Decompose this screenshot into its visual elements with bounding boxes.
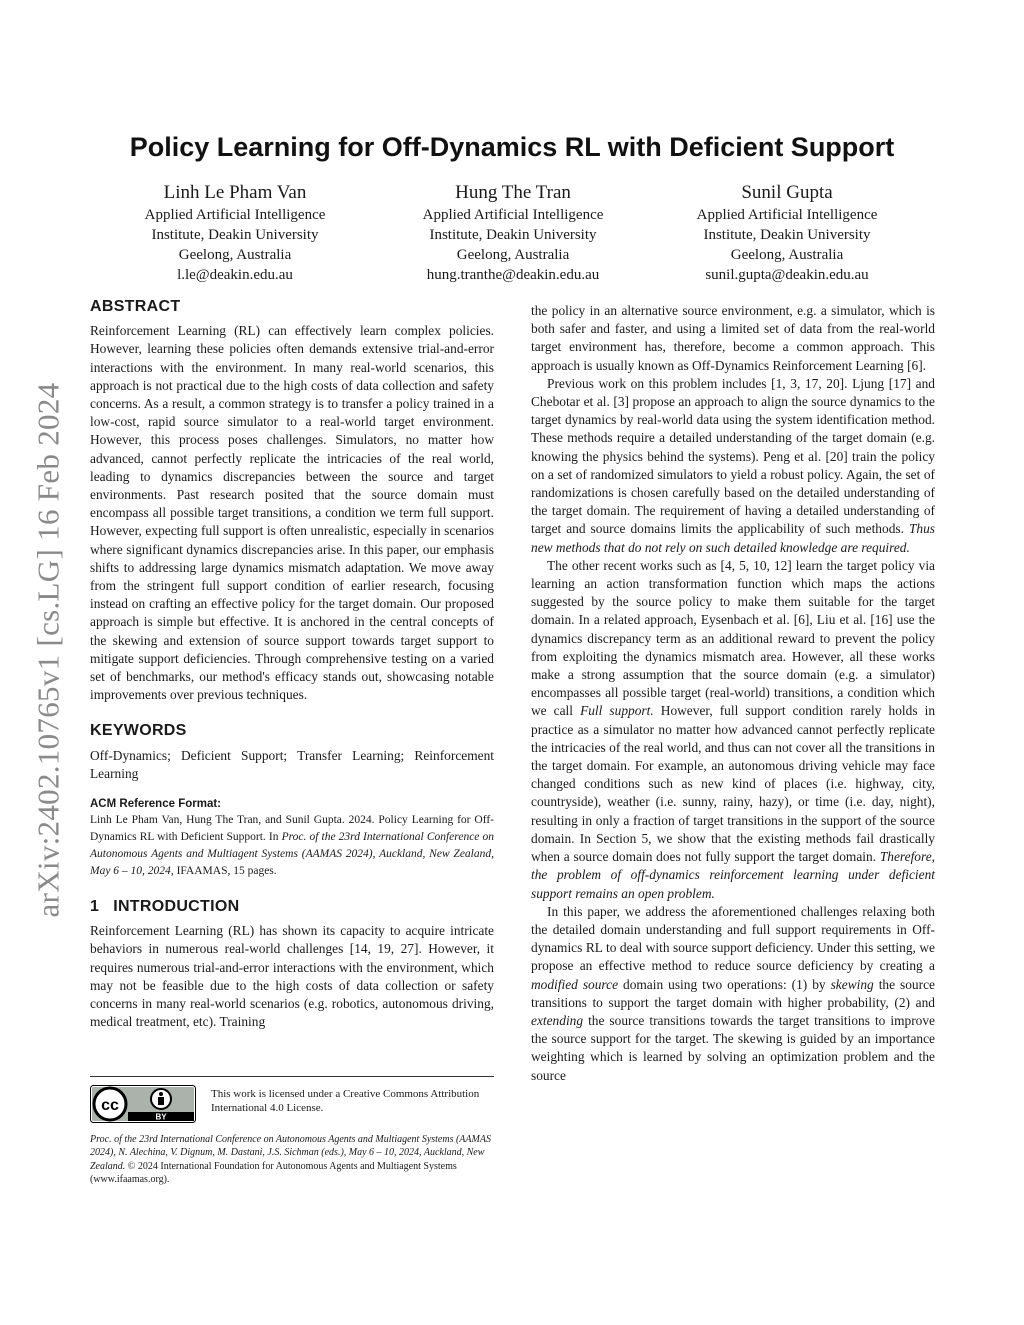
acm-ref-venue: Proc. of the 23rd International Conference on Autonomous Agents and Multiagent Systems (AAMAS 2024), Auckland, New Zealand, May 6 – 10, 2024 [90,831,494,878]
author-email: hung.tranthe@deakin.edu.au [426,267,600,283]
paragraph: the policy in an alternative source environment, e.g. a simulator, which is both safer and faster, and using a limited set of data from the real-world target environment has, therefore, become a common approach. This approach is usually known as Off-Dynamics Reinforcement Learning [6]. [531,303,935,373]
author-affiliation: Institute, Deakin University [429,227,597,243]
footnote-copyright: © 2024 International Foundation for Autonomous Agents and Multiagent Systems (www.ifaamas.org). [90,1160,457,1186]
arxiv-identifier-text: arXiv:2402.10765v1 [cs.LG] 16 Feb 2024 [30,382,66,918]
text-run: the source transitions towards the target transitions to improve the source support for the target. The skewing is guided by an importance weighting which is learned by solving an optimization problem and the source [531,1012,935,1083]
paragraph [531,375,935,557]
abstract-heading: ABSTRACT [90,298,181,315]
emphasis: Therefore, the problem of off-dynamics reinforcement learning under deficient support remains an open problem. [531,849,935,901]
author-location: Geelong, Australia [178,247,292,263]
text-run: Previous work on this problem includes [1, 3, 17, 20]. Ljung [17] and Chebotar et al. [3] propose an approach to align the source dynamics to the target dynamics by real-world data using the system identification method. These methods require a detailed understanding of the target domain (e.g. knowing the physics behind the systems). Peng et al. [20] train the policy on a set of randomized simulators to yield a robust policy. Again, the set of randomizations is chosen carefully based on the detailed understanding of the target domain. The requirement of having a detailed understanding of target and source domains limits the applicability of such methods. [531,375,935,537]
text-run: domain using two operations: (1) by [618,976,831,992]
proceedings-footnote [90,1133,494,1187]
acm-ref-plain: Linh Le Pham Van, Hung The Tran, and Sunil Gupta. 2024. Policy Learning for Off-Dynamics RL with Deficient Support. In [90,814,494,844]
author-email: l.le@deakin.edu.au [177,267,293,283]
author-affiliation: Applied Artificial Intelligence [422,207,604,223]
license-text: This work is licensed under a Creative Commons Attribution International 4.0 License. [211,1088,480,1114]
author-affiliation: Institute, Deakin University [151,227,319,243]
emphasis: skewing [830,976,874,992]
section-number: 1 [90,898,100,916]
acm-ref-tail: , IFAAMAS, 15 pages. [170,865,277,878]
svg-text:cc: cc [101,1097,119,1114]
cc-badge-label: BY [155,1112,167,1122]
text-run: the source transitions to support the target domain with higher probability, (2) and [531,976,935,1010]
emphasis: Full support. [580,703,654,719]
emphasis: extending [531,1012,584,1028]
author-email: sunil.gupta@deakin.edu.au [705,267,869,283]
keywords-heading: KEYWORDS [90,722,187,740]
left-column [90,298,494,1032]
author-block [90,181,950,291]
abstract-text: Reinforcement Learning (RL) can effectively learn complex policies. However, learning these policies often demands extensive trial-and-error interactions with the environment. In many real-world scenarios, this approach is not practical due to the high costs of data collection and safety concerns. As a result, a common strategy is to transfer a policy trained in a low-cost, rapid source simulator to a real-world target environment. However, this process poses challenges. Simulators, no matter how advanced, cannot perfectly replicate the intricacies of the real world, leading to dynamics discrepancies between the source and target environments. Past research posited that the source domain must encompass all possible target transitions, a condition we term full support. However, expecting full support is often unrealistic, especially in scenarios where significant dynamics discrepancies arise. In this paper, our emphasis shifts to addressing large dynamics mismatch adaptation. We move away from the stringent full support condition of earlier research, focusing instead on crafting an effective policy for the target domain. Our proposed approach is simple but effective. It is anchored in the central concepts of the skewing and extension of source support towards target support to mitigate support deficiencies. Through comprehensive testing on a varied set of benchmarks, our method's efficacy stands out, showcasing notable improvements over previous techniques. [90,323,494,703]
author-2 [368,181,658,285]
right-column [531,302,935,1085]
paper-title: Policy Learning for Off-Dynamics RL with Deficient Support [129,132,895,162]
author-affiliation: Applied Artificial Intelligence [144,207,326,223]
text-run: The other recent works such as [4, 5, 10, 12] learn the target policy via learning an action transformation function which maps the actions suggested by the source policy to make them suitable for the target domain. In a related approach, Eysenbach et al. [6], Liu et al. [16] use the dynamics discrepancy term as an additional reward to prevent the policy from exploiting the dynamics mismatch area. However, all these works make a strong assumption that the source domain (e.g. a simulator) encompasses all possible target (real-world) transitions, a condition which we call [531,557,935,719]
paragraph [531,557,935,903]
acm-reference-text [90,812,494,880]
acm-reference-heading: ACM Reference Format: [90,798,221,811]
intro-heading [90,898,494,916]
author-affiliation: Applied Artificial Intelligence [696,207,878,223]
intro-paragraph: Reinforcement Learning (RL) has shown its capacity to acquire intricate behaviors in numerous real-world challenges [14, 19, 27]. However, it requires numerous trial-and-error interactions with the environment, which may not be feasible due to the high costs of data collection or safety concerns in many real-world scenarios (e.g. robotics, autonomous driving, medical treatment, etc). Training [90,923,494,1030]
author-name: Sunil Gupta [741,182,833,203]
author-affiliation: Institute, Deakin University [703,227,871,243]
author-name: Hung The Tran [455,182,571,203]
author-3 [642,181,932,285]
section-title: INTRODUCTION [113,898,240,916]
author-location: Geelong, Australia [730,247,844,263]
emphasis: Thus new methods that do not rely on such detailed knowledge are required. [531,521,935,555]
author-1 [90,181,380,285]
keywords-text: Off-Dynamics; Deficient Support; Transfer Learning; Reinforcement Learning [90,747,494,781]
cc-by-license-icon [90,1085,196,1123]
license-box [90,1076,494,1122]
text-run: However, full support condition rarely holds in practice as a simulator no matter how advanced cannot perfectly replicate the intricacies of the real world, and thus can not cover all the transitions in the target domain. For example, an autonomous driving vehicle may face changed conditions such as new kind of places (i.e. highway, city, countryside), weather (i.e. sunny, rainy, hazy), or time (i.e. day, night), resulting in only a fraction of target transitions in the support of the source domain. In Section 5, we show that the existing methods fail drastically when a source domain does not fully support the target domain. [531,703,936,865]
emphasis: modified source [531,976,619,992]
footnote-venue: Proc. of the 23rd International Conference on Autonomous Agents and Multiagent Systems (AAMAS 2024), N. Alechina, V. Dignum, M. Dastani, J.S. Sichman (eds.), May 6 – 10, 2024, Auckland, New Zealand. [90,1134,491,1172]
author-location: Geelong, Australia [456,247,570,263]
author-name: Linh Le Pham Van [163,182,307,203]
arxiv-identifier [28,350,68,950]
paragraph [531,903,935,1085]
text-run: In this paper, we address the aforementioned challenges relaxing both the detailed domain understanding and full support requirements in Off-dynamics RL to deal with source support deficiency. Under this setting, we propose an effective method to reduce source deficiency by creating a [531,903,935,974]
